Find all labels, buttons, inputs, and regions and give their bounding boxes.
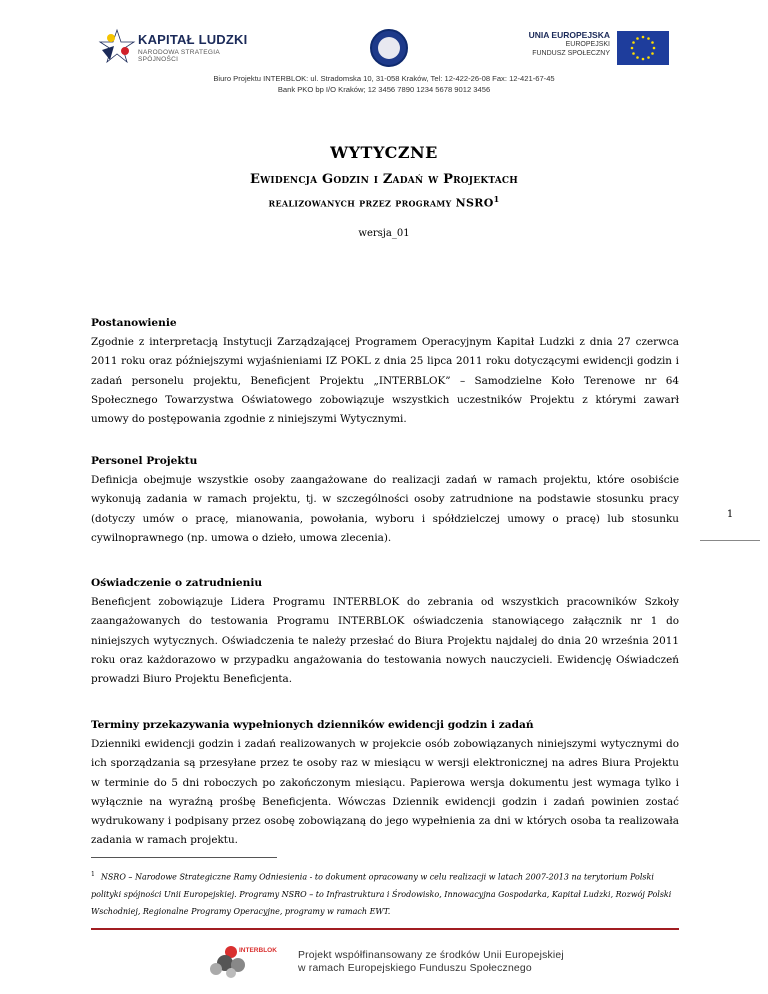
section-body: Beneficjent zobowiązuje Lidera Programu INTERBLOK do zebrania od wszystkich pracowników Szkoły zaangażowanych do testowania Programu INTERBLOK oświadczenia stanowiącego załącznik nr 1 do niniejszych wytycznych. Oświadczenia te należy przesłać do Biura Projektu najdalej do dnia 20 września 2011 roku oraz każdorazowo w przypadku angażowania do testowania nowych nauczycieli. Ewidencję Oświadczeń prowadzi Biuro Projektu Beneficjenta. — [91, 596, 679, 686]
footnote-reference[interactable]: 1 — [493, 194, 500, 204]
footer-line-1: Projekt współfinansowany ze środków Unii Europejskiej — [298, 950, 564, 961]
page-header — [0, 0, 768, 100]
document-title — [0, 143, 768, 239]
eu-line1: EUROPEJSKI — [565, 41, 610, 48]
header-bank: Bank PKO bp I/O Kraków; 12 3456 7890 1234 5678 9012 3456 — [277, 85, 491, 94]
section-heading: Oświadczenie o zatrudnieniu — [91, 577, 263, 589]
kapital-ludzki-logo — [98, 28, 258, 64]
title-subtitle-2 — [0, 194, 768, 210]
interblok-logo-text: INTERBLOK — [239, 947, 277, 954]
footer-line-2: w ramach Europejskiego Funduszu Społecznego — [298, 963, 532, 974]
kl-subtitle: NARODOWA STRATEGIA SPÓJNOŚCI — [138, 49, 220, 63]
title-subtitle-1: Ewidencja Godzin i Zadań w Projektach — [250, 172, 518, 187]
title-main: WYTYCZNE — [330, 143, 438, 162]
section-personel — [91, 452, 679, 548]
section-body: Definicja obejmuje wszystkie osoby zaangażowane do realizacji zadań w ramach projektu, które osobiście wykonują zadania w ramach projektu, tj. w szczególności osoby zatrudnione na podstawie stosunku pracy (dotyczy umów o pracę, mianowania, powołania, wyboru i spółdzielczej umowy o pracę) lub stosunku cywilnoprawnego (np. umowa o dzieło, umowa zlecenia). — [91, 474, 679, 544]
page-number: 1 — [726, 509, 734, 520]
eu-line2: FUNDUSZ SPOŁECZNY — [532, 50, 610, 57]
header-address: Biuro Projektu INTERBLOK: ul. Stradomska 10, 31-058 Kraków, Tel: 12-422-26-08 Fax: 12-421-67-45 — [213, 74, 555, 83]
interblok-logo-icon — [205, 942, 285, 978]
medal-portrait — [378, 37, 400, 59]
title-subtitle-2-text: realizowanych przez programy NSRO — [268, 196, 494, 210]
section-oswiadczenie — [91, 574, 679, 689]
header-contact — [0, 73, 768, 95]
footnote-divider — [91, 857, 277, 858]
footnote-marker: 1 — [91, 871, 95, 878]
footer-divider — [91, 928, 679, 930]
footnote — [91, 866, 681, 920]
section-heading: Terminy przekazywania wypełnionych dzienników ewidencji godzin i zadań — [91, 719, 534, 731]
section-terminy — [91, 716, 679, 851]
eu-title: UNIA EUROPEJSKA — [528, 30, 610, 40]
kapital-ludzki-star-icon — [98, 28, 136, 64]
footnote-text: NSRO – Narodowe Strategiczne Ramy Odniesienia - to dokument opracowany w celu realizacji w latach 2007-2013 na terytorium Polski polityki spójności Unii Europejskiej. Programy NSRO – to Infrastruktura i Środowisko, Innowacyjna Gospodarka, Kapitał Ludzki, Rozwój Polski Wschodniej, Regionalne Programy Operacyjne, programy w ramach EWT. — [91, 872, 672, 916]
section-body: Zgodnie z interpretacją Instytucji Zarządzającej Programem Operacyjnym Kapitał Ludzki z dnia 27 czerwca 2011 roku oraz późniejszymi wyjaśnieniami IZ POKL z dnia 25 lipca 2011 roku dotyczącymi ewidencji godzin i zadań personelu projektu, Beneficjent Projektu „INTERBLOK” – Samodzielne Koło Terenowe nr 64 Społecznego Towarzystwa Oświatowego zobowiązuje wszystkich uczestników Projektu z którymi zawarł umowy do postępowania zgodnie z niniejszymi Wytycznymi. — [91, 336, 679, 426]
eu-fund-label — [529, 30, 610, 58]
medal-emblem-icon — [370, 29, 408, 67]
kl-title: KAPITAŁ LUDZKI — [138, 32, 248, 47]
page-number-divider — [700, 540, 760, 541]
eu-flag-icon — [617, 31, 669, 65]
document-version: wersja_01 — [358, 227, 410, 239]
section-postanowienie — [91, 314, 679, 429]
footer-cofinancing — [298, 949, 564, 975]
section-heading: Postanowienie — [91, 317, 177, 329]
section-heading: Personel Projektu — [91, 455, 198, 467]
section-body: Dzienniki ewidencji godzin i zadań realizowanych w projekcie osób zobowiązanych niniejszymi wytycznymi do ich sporządzania są przesyłane przez te osoby raz w miesiącu w wersji elektronicznej na adres Biura Projektu w terminie do 5 dni roboczych po zakończonym miesiącu. Papierowa wersja dokumentu jest wymaga tylko i wyłącznie na wyraźną prośbę Beneficjenta. Wówczas Dziennik ewidencji godzin i zadań powinien zostać wydrukowany i podpisany przez osobę zobowiązaną do jego wypełnienia za dni w których osoba ta realizowała zadania w ramach projektu. — [91, 738, 679, 847]
